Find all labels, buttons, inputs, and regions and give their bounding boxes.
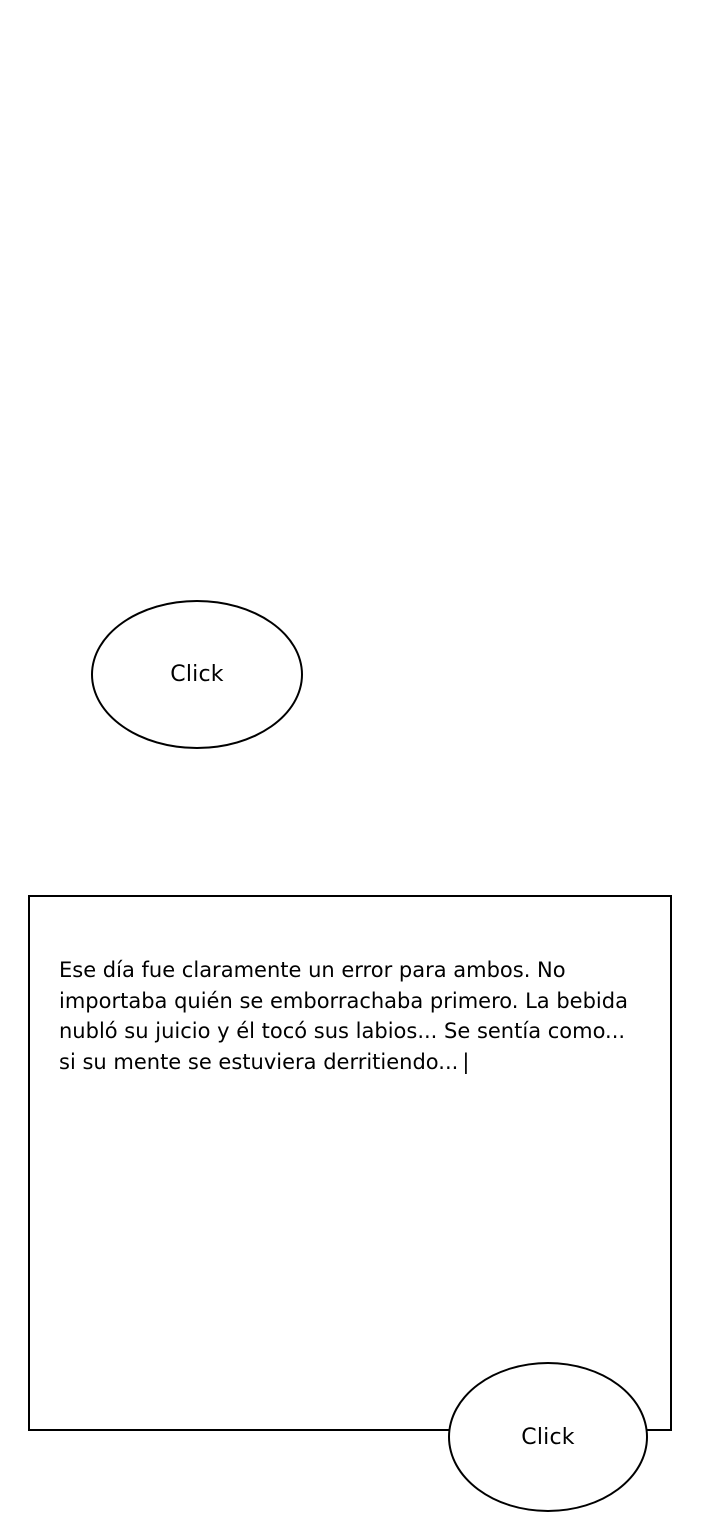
narration-text: Ese día fue claramente un error para ambos. No importaba quién se emborrachaba primero. La bebida nubló su juicio y él tocó sus labios... Se sentía como... si su mente se estuviera derritiendo... (59, 958, 628, 1074)
click-bubble-bottom-label: Click (521, 1424, 575, 1450)
text-cursor: | (462, 1049, 470, 1074)
click-bubble-bottom[interactable] (448, 1362, 648, 1512)
narration-text-block (59, 955, 639, 1077)
narration-box (28, 895, 672, 1431)
click-bubble-top-label: Click (170, 662, 224, 687)
click-bubble-top[interactable] (91, 600, 303, 749)
